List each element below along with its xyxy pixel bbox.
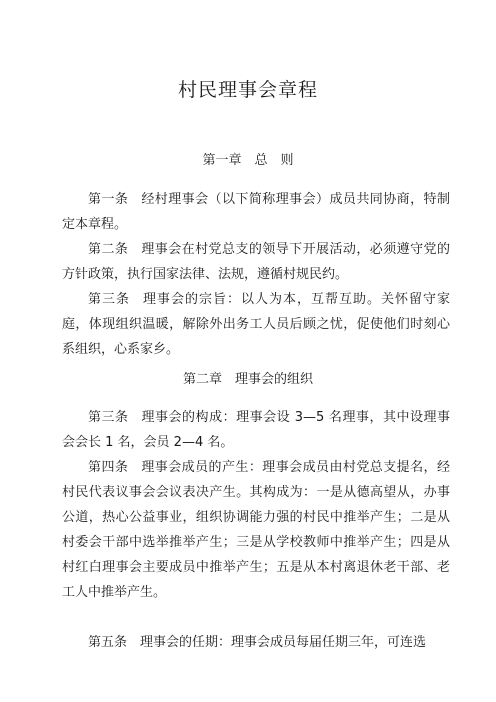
- article-number: 第四条: [88, 460, 129, 475]
- article-paragraph: [62, 237, 450, 287]
- article-number: 第三条: [88, 292, 130, 307]
- article-paragraph: [62, 455, 450, 605]
- article-number: 第五条: [88, 635, 128, 650]
- article-number: 第一条: [88, 192, 129, 207]
- article-number: 第二条: [88, 242, 129, 257]
- article-text: 理事会的任期：理事会成员每届任期三年，可连选: [140, 635, 427, 650]
- chapter-heading: 第二章 理事会的组织: [182, 372, 313, 387]
- article-text: 经村理事会（以下简称理事会）成员共同协商，特制定本章程。: [62, 192, 450, 232]
- article-paragraph: [62, 630, 450, 655]
- article-text: 理事会在村党总支的领导下开展活动，必须遵守党的方针政策，执行国家法律、法规，遵循村规民约。: [62, 242, 450, 282]
- chapter-heading: 第一章 总 则: [202, 153, 294, 168]
- article-text: 理事会成员的产生：理事会成员由村党总支提名，经村民代表议事会会议表决产生。其构成为：一是从德高望从，办事公道，热心公益事业，组织协调能力强的村民中推举产生；二是从村委会干部中选举推举产生；三是从学校教师中推举产生；四是从村红白理事会主要成员中推举产生；五是从本村离退休老干部、老工人中推举产生。: [62, 460, 450, 600]
- article-number: 第三条: [88, 410, 129, 425]
- article-paragraph: [62, 405, 450, 455]
- article-text: 理事会的构成：理事会设 3—5 名理事，其中设理事会会长 1 名，会员 2—4 名。: [62, 410, 450, 450]
- article-paragraph: [62, 187, 450, 237]
- document-title: 村民理事会章程: [177, 79, 318, 101]
- article-text: 理事会的宗旨：以人为本，互帮互助。关怀留守家庭，体现组织温暖，解除外出务工人员后顾之忧，促使他们时刻心系组织，心系家乡。: [62, 292, 450, 357]
- article-paragraph: [62, 287, 450, 362]
